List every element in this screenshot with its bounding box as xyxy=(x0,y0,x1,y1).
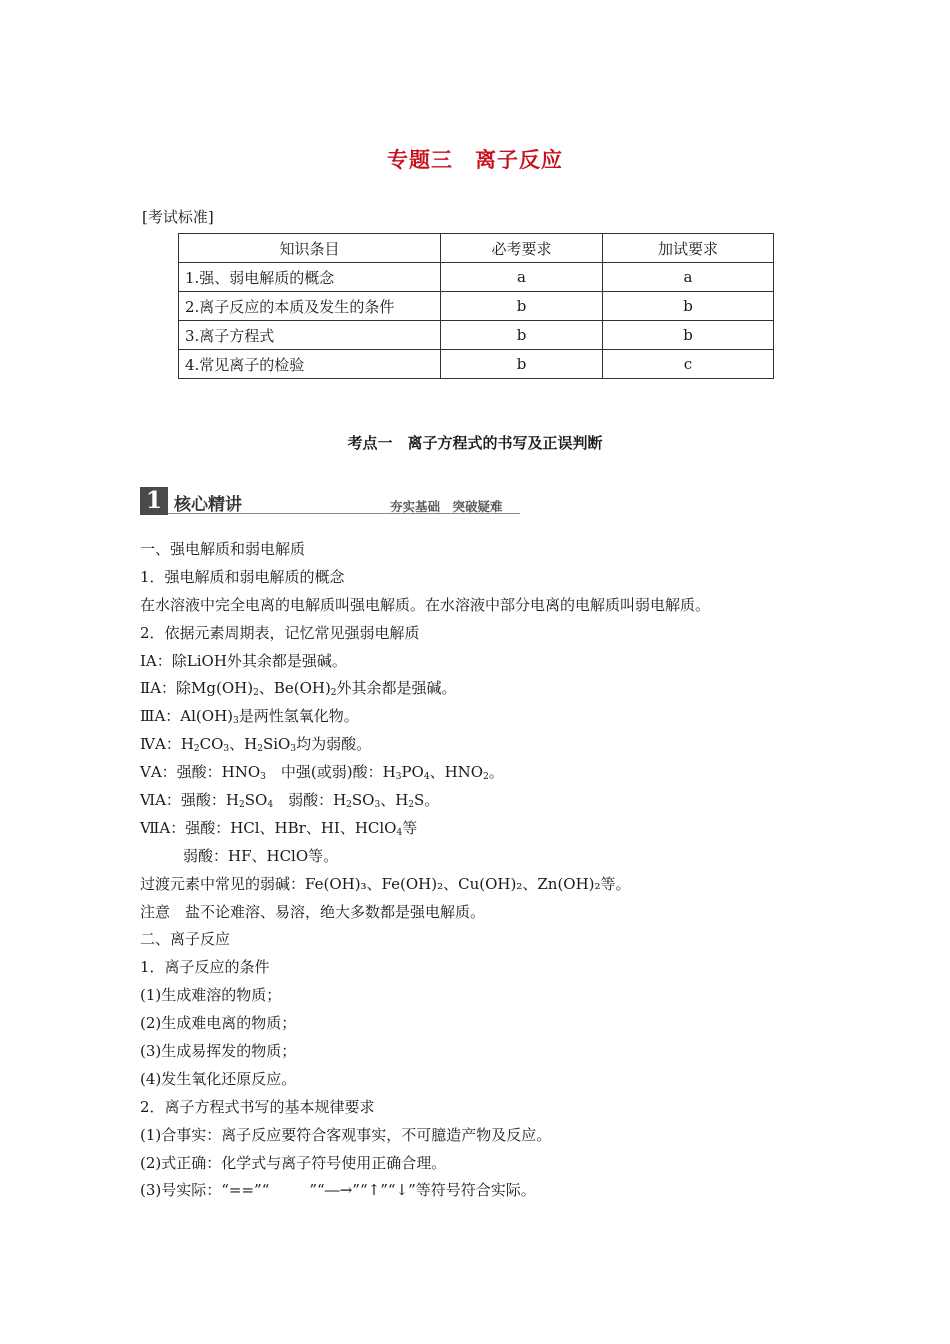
text-line: (2)生成难电离的物质； xyxy=(140,1014,297,1033)
section-banner xyxy=(140,487,520,515)
banner-subtitle: 夯实基础 突破疑难 xyxy=(390,499,503,514)
table-header-row xyxy=(179,234,774,263)
text-line: (3)号实际：“==”“ ”“―→”“↑”“↓”等符号符合实际。 xyxy=(140,1181,536,1200)
banner-rule xyxy=(168,513,520,514)
standards-table xyxy=(178,233,774,379)
table-header: 加试要求 xyxy=(603,234,774,263)
text-line: ⅦA：强酸：HCl、HBr、HI、HClO$_4$等 xyxy=(140,818,418,838)
text-line: (2)式正确：化学式与离子符号使用正确合理。 xyxy=(140,1153,447,1172)
table-row xyxy=(179,321,774,350)
table-cell: a xyxy=(441,263,603,292)
text-line: ⅥA：强酸：$H_2SO_4$ 弱酸：$H_2SO_3$、$H_2S$。 xyxy=(140,791,440,811)
text-line: 过渡元素中常见的弱碱：Fe(OH)₃、Fe(OH)₂、Cu(OH)₂、Zn(OH)₂等。 xyxy=(140,874,631,893)
table-row xyxy=(179,263,774,292)
table-cell: b xyxy=(441,321,603,350)
text-line: (1)合事实：离子反应要符合客观事实，不可臆造产物及反应。 xyxy=(140,1125,552,1144)
banner-number: 1 xyxy=(140,487,168,515)
page-title: 专题三 离子反应 xyxy=(387,148,563,172)
table-cell: b xyxy=(603,321,774,350)
table-cell: b xyxy=(441,292,603,321)
table-header: 必考要求 xyxy=(441,234,603,263)
body-text xyxy=(140,536,860,1205)
table-cell: 1.强、弱电解质的概念 xyxy=(179,263,441,292)
text-line: ⅣA：$H_2CO_3$、$H_2SiO_3$均为弱酸。 xyxy=(140,735,372,755)
text-line: 注意 盐不论难溶、易溶，绝大多数都是强电解质。 xyxy=(140,902,486,921)
text-line: (1)生成难溶的物质； xyxy=(140,986,282,1005)
table-cell: a xyxy=(603,263,774,292)
text-line: (4)发生氧化还原反应。 xyxy=(140,1069,297,1088)
text-line: ⅡA：除$Mg(OH)_2$、$Be(OH)_2$外其余都是强碱。 xyxy=(140,679,457,699)
table-cell: c xyxy=(603,350,774,379)
table-cell: 2.离子反应的本质及发生的条件 xyxy=(179,292,441,321)
section-heading: 考点一 离子方程式的书写及正误判断 xyxy=(347,434,603,452)
text-line: 2．离子方程式书写的基本规律要求 xyxy=(140,1097,375,1116)
text-line: 二、离子反应 xyxy=(140,930,231,949)
standards-label: [考试标准] xyxy=(142,208,214,226)
table-row xyxy=(179,350,774,379)
table-header: 知识条目 xyxy=(179,234,441,263)
table-cell: b xyxy=(441,350,603,379)
table-cell: b xyxy=(603,292,774,321)
table-cell: 3.离子方程式 xyxy=(179,321,441,350)
text-line: 弱酸：HF、HClO等。 xyxy=(183,846,339,865)
text-line: 在水溶液中完全电离的电解质叫强电解质。在水溶液中部分电离的电解质叫弱电解质。 xyxy=(140,595,711,614)
text-line: ⅤA：强酸：$HNO_3$ 中强(或弱)酸：$H_3PO_4$、$HNO_2$。 xyxy=(140,763,504,783)
text-line: ⅠA：除LiOH外其余都是强碱。 xyxy=(140,651,347,670)
table-cell: 4.常见离子的检验 xyxy=(179,350,441,379)
table-row xyxy=(179,292,774,321)
text-line: 1．离子反应的条件 xyxy=(140,958,270,977)
banner-name: 核心精讲 xyxy=(174,495,242,515)
text-line: 1．强电解质和弱电解质的概念 xyxy=(140,567,345,586)
text-line: 一、强电解质和弱电解质 xyxy=(140,540,306,558)
text-line: 2．依据元素周期表，记忆常见强弱电解质 xyxy=(140,623,420,642)
text-line: (3)生成易挥发的物质； xyxy=(140,1042,297,1061)
text-line: ⅢA：$Al(OH)_3$是两性氢氧化物。 xyxy=(140,707,359,727)
